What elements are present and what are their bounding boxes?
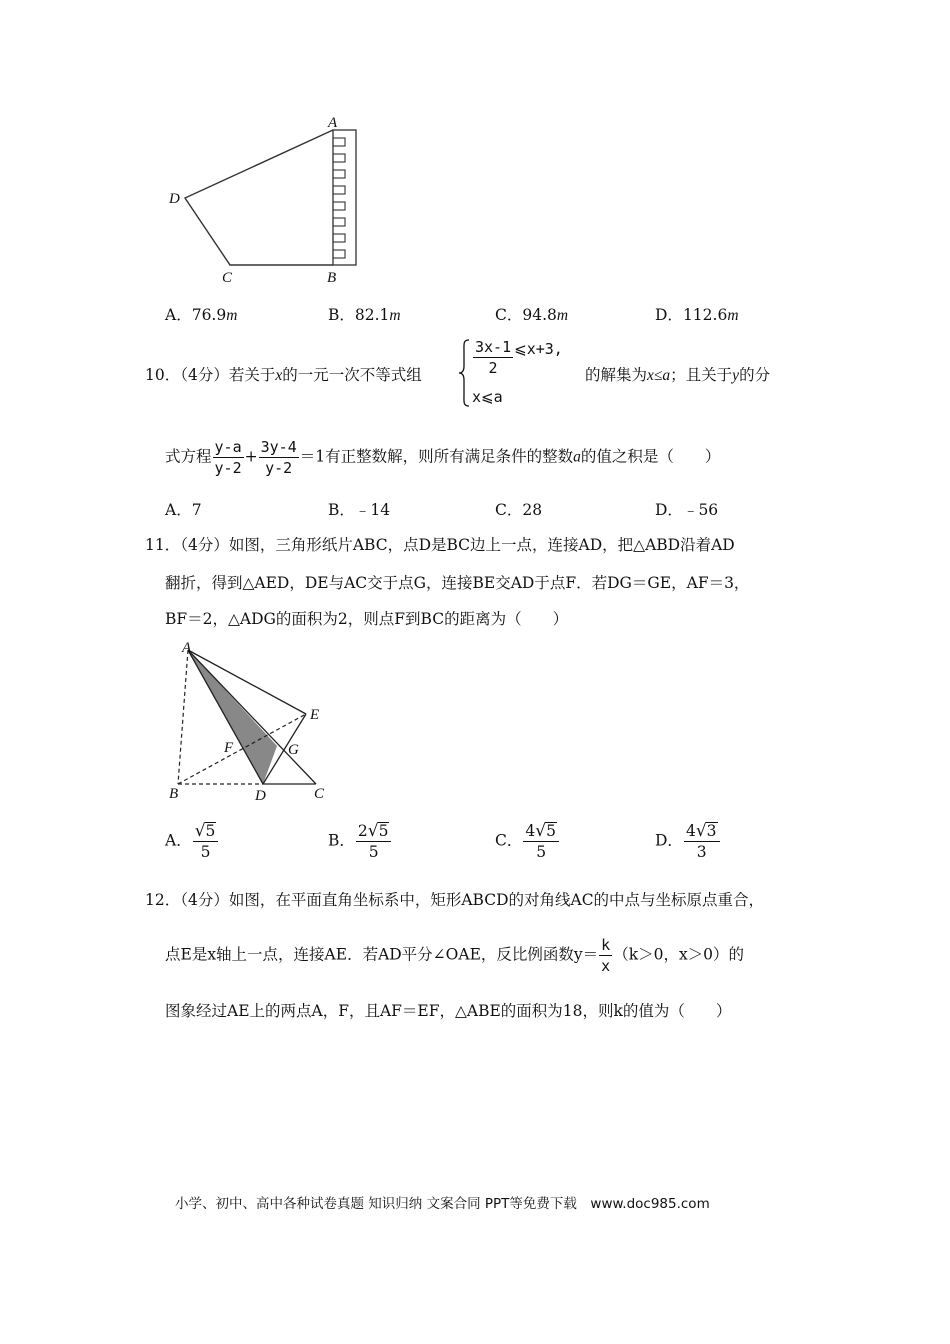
q11-label-d: D xyxy=(255,788,266,804)
q9-figure-outline xyxy=(185,130,333,265)
q9-label-a: A xyxy=(328,115,338,131)
q9-option-a: A．76.9m xyxy=(165,306,238,324)
q9-figure xyxy=(160,110,380,290)
q11-line3: BF＝2，△ADG的面积为2，则点F到BC的距离为（ ） xyxy=(165,610,569,628)
q10-line1-post: 的解集为x≤a；且关于y的分 xyxy=(585,366,771,384)
q12-line1: 12．（4分）如图，在平面直角坐标系中，矩形ABCD的对角线AC的中点与坐标原点重合， xyxy=(145,891,765,909)
q11-label-c: C xyxy=(314,786,325,802)
q11-label-b: B xyxy=(169,786,179,802)
q10-option-b: B．﹣14 xyxy=(328,501,391,519)
q11-option-a: A． $\frac{√5}{5}$ xyxy=(165,822,219,861)
q9-label-d: D xyxy=(169,191,180,207)
q9-figure-ladder xyxy=(333,138,345,258)
q11-line2: 翻折，得到△AED，DE与AC交于点G，连接BE交AD于点F．若DG＝GE，AF＝3， xyxy=(165,574,750,592)
q10-option-a: A．7 xyxy=(165,501,202,519)
q10-brace-icon xyxy=(458,338,470,408)
q10-line1-pre: 10．（4分）若关于x的一元一次不等式组 xyxy=(145,366,422,384)
page-footer: 小学、初中、高中各种试卷真题 知识归纳 文案合同 PPT等免费下载 www.doc985.com xyxy=(175,1196,710,1212)
q11-line1: 11．（4分）如图，三角形纸片ABC，点D是BC边上一点，连接AD，把△ABD沿着AD xyxy=(145,536,735,554)
q9-option-b: B．82.1m xyxy=(328,306,401,324)
q10-option-d: D．﹣56 xyxy=(655,501,719,519)
q11-label-g: G xyxy=(288,742,299,758)
q11-figure xyxy=(160,640,340,805)
q11-option-c: C． $\frac{4√5}{5}$ xyxy=(495,822,560,861)
q9-option-d: D．112.6m xyxy=(655,306,739,324)
q11-label-f: F xyxy=(224,740,234,756)
q11-label-a: A xyxy=(182,640,192,656)
q10-option-c: C．28 xyxy=(495,501,543,519)
q9-label-b: B xyxy=(327,270,337,286)
q12-line2: 点E是x轴上一点，连接AE．若AD平分∠OAE，反比例函数y＝ $\frac{k}{x}$ （k＞0，x＞0）的 xyxy=(165,936,745,975)
q9-figure-wall xyxy=(333,130,356,265)
q10-line2: 式方程 $\frac{y-a}{y-2}$ + $\frac{3y-4}{y-2}$ ＝1有正整数解，则所有满足条件的整数a的值之积是（ ） xyxy=(165,438,721,477)
q11-label-e: E xyxy=(310,707,320,723)
q9-option-c: C．94.8m xyxy=(495,306,569,324)
q11-option-d: D． $\frac{4√3}{3}$ xyxy=(655,822,721,861)
q11-option-b: B． $\frac{2√5}{5}$ xyxy=(328,822,392,861)
q12-line3: 图象经过AE上的两点A，F，且AF＝EF，△ABE的面积为18，则k的值为（ ） xyxy=(165,1002,732,1020)
q9-label-c: C xyxy=(222,270,233,286)
